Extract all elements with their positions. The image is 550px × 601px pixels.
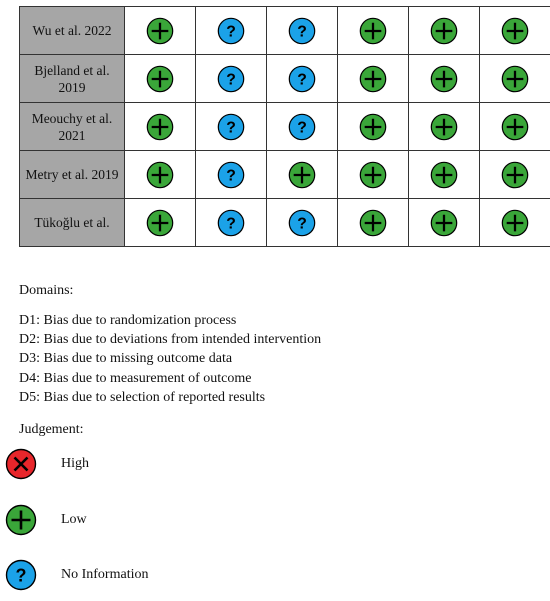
no-information-icon: [217, 65, 245, 93]
study-name: Meouchy et al. 2021: [20, 103, 125, 151]
svg-text:?: ?: [297, 23, 307, 41]
low-risk-icon: [430, 161, 458, 189]
judgement-cell: [338, 103, 409, 151]
low-risk-icon: [359, 209, 387, 237]
low-risk-icon: [430, 17, 458, 45]
legend-high-label: High: [61, 456, 89, 471]
judgement-cell: [409, 7, 480, 55]
low-risk-icon: [146, 113, 174, 141]
judgement-cell: [125, 7, 196, 55]
judgement-cell: [409, 103, 480, 151]
no-information-icon: [288, 17, 316, 45]
low-risk-icon: [501, 209, 529, 237]
study-row: [20, 7, 550, 55]
judgement-cell: [338, 55, 409, 103]
no-information-icon: [217, 161, 245, 189]
low-risk-icon: [430, 113, 458, 141]
judgement-cell: [196, 55, 267, 103]
domain-item-d1: D1: Bias due to randomization process: [19, 313, 237, 328]
study-row: [20, 151, 550, 199]
no-information-icon: [217, 113, 245, 141]
high-risk-icon: [5, 448, 37, 480]
judgement-cell: [338, 199, 409, 247]
study-name: Wu et al. 2022: [20, 7, 125, 55]
domains-title: Domains:: [19, 283, 74, 298]
svg-text:?: ?: [226, 215, 236, 233]
study-row: [20, 199, 550, 247]
judgement-cell: [125, 55, 196, 103]
low-risk-icon: [359, 65, 387, 93]
svg-text:?: ?: [297, 71, 307, 89]
no-information-icon: [217, 17, 245, 45]
legend-low-label: Low: [61, 512, 87, 527]
low-risk-icon: [501, 113, 529, 141]
svg-text:?: ?: [226, 119, 236, 137]
legend-high: [5, 448, 89, 480]
low-risk-icon: [146, 65, 174, 93]
judgement-cell: [409, 151, 480, 199]
svg-text:?: ?: [297, 215, 307, 233]
risk-of-bias-table-body: [20, 7, 550, 247]
svg-text:?: ?: [226, 23, 236, 41]
low-risk-icon: [430, 209, 458, 237]
judgement-cell: [267, 103, 338, 151]
study-name: Metry et al. 2019: [20, 151, 125, 199]
judgement-cell: [338, 151, 409, 199]
domain-item-d5: D5: Bias due to selection of reported results: [19, 389, 266, 405]
svg-text:?: ?: [15, 565, 27, 586]
legend-no-info-label: No Information: [61, 567, 149, 582]
domain-list: [19, 311, 321, 407]
no-information-icon: [5, 559, 37, 591]
low-risk-icon: [146, 161, 174, 189]
judgement-cell: [196, 151, 267, 199]
judgement-cell: [480, 199, 550, 247]
svg-text:?: ?: [297, 119, 307, 137]
judgement-cell: [125, 199, 196, 247]
judgement-title: Judgement:: [19, 422, 84, 437]
study-row: [20, 103, 550, 151]
judgement-cell: [480, 103, 550, 151]
no-information-icon: [288, 65, 316, 93]
judgement-cell: [125, 151, 196, 199]
study-name: Bjelland et al. 2019: [20, 55, 125, 103]
domain-item-d3: D3: Bias due to missing outcome data: [19, 351, 233, 367]
low-risk-icon: [430, 65, 458, 93]
judgement-cell: [267, 199, 338, 247]
low-risk-icon: [501, 65, 529, 93]
svg-text:?: ?: [226, 71, 236, 89]
low-risk-icon: [146, 17, 174, 45]
judgement-cell: [480, 7, 550, 55]
low-risk-icon: [288, 161, 316, 189]
judgement-cell: [267, 7, 338, 55]
low-risk-icon: [359, 161, 387, 189]
legend-low: [5, 504, 87, 536]
no-information-icon: [217, 209, 245, 237]
judgement-cell: [196, 199, 267, 247]
study-row: [20, 55, 550, 103]
low-risk-icon: [359, 113, 387, 141]
judgement-cell: [125, 103, 196, 151]
judgement-cell: [196, 7, 267, 55]
no-information-icon: [288, 209, 316, 237]
judgement-cell: [480, 55, 550, 103]
study-name: Tükoğlu et al.: [20, 199, 125, 247]
low-risk-icon: [501, 17, 529, 45]
judgement-cell: [267, 151, 338, 199]
domain-item-d2: D2: Bias due to deviations from intended intervention: [19, 332, 322, 348]
legend-no-info: [5, 559, 149, 591]
low-risk-icon: [501, 161, 529, 189]
judgement-cell: [480, 151, 550, 199]
judgement-cell: [267, 55, 338, 103]
svg-text:?: ?: [226, 167, 236, 185]
low-risk-icon: [359, 17, 387, 45]
judgement-cell: [409, 55, 480, 103]
domain-item-d4: D4: Bias due to measurement of outcome: [19, 370, 252, 386]
judgement-cell: [409, 199, 480, 247]
risk-of-bias-table: [19, 6, 550, 247]
no-information-icon: [288, 113, 316, 141]
judgement-cell: [196, 103, 267, 151]
low-risk-icon: [146, 209, 174, 237]
judgement-cell: [338, 7, 409, 55]
low-risk-icon: [5, 504, 37, 536]
